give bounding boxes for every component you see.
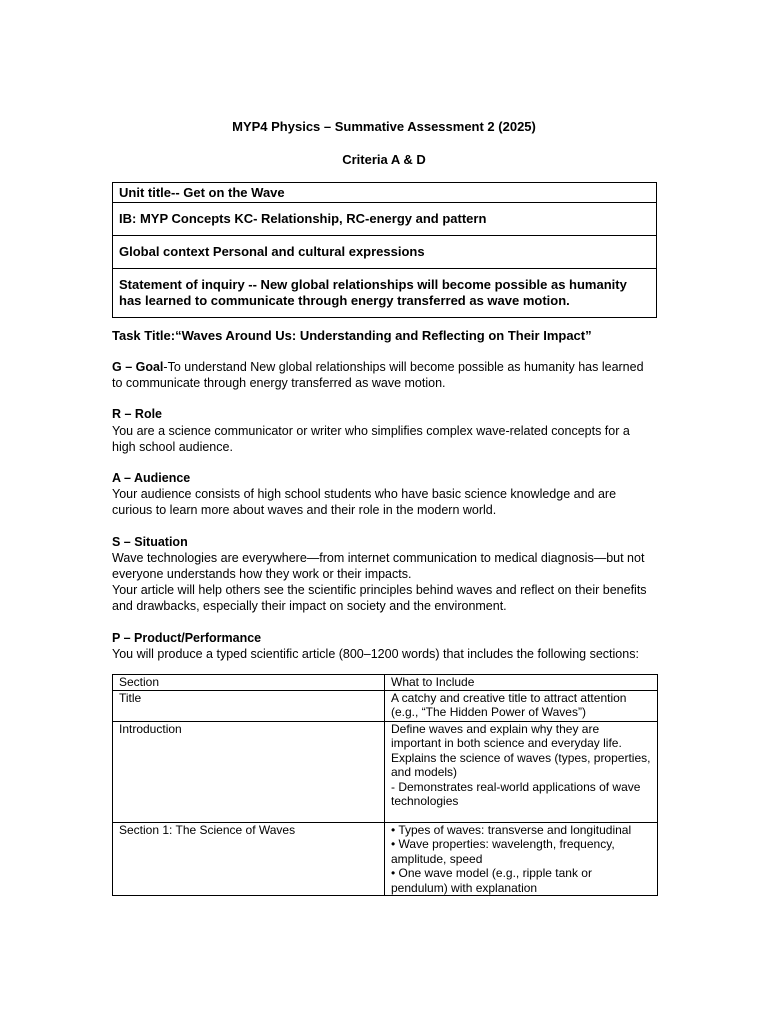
product-section bbox=[112, 630, 656, 662]
statement-of-inquiry-cell: Statement of inquiry -- New global relationships will become possible as humanity has learned to communicate through energy transferred as wave motion. bbox=[113, 269, 657, 318]
global-context-cell: Global context Personal and cultural expressions bbox=[113, 236, 657, 269]
concepts-cell: IB: MYP Concepts KC- Relationship, RC-energy and pattern bbox=[113, 203, 657, 236]
column-header-section: Section bbox=[113, 675, 385, 691]
unit-info-table bbox=[112, 182, 657, 318]
row-include-science-of-waves bbox=[385, 822, 658, 896]
document-content bbox=[112, 119, 656, 896]
row-section-introduction: Introduction bbox=[113, 721, 385, 822]
goal-text: -To understand New global relationships will become possible as humanity has learned to communicate through energy transferred as wave motion. bbox=[112, 360, 644, 391]
criteria-heading: Criteria A & D bbox=[342, 152, 426, 167]
table-row bbox=[113, 690, 658, 721]
situation-label: S – Situation bbox=[112, 534, 188, 549]
include-line: • Wave properties: wavelength, frequency, amplitude, speed bbox=[391, 837, 615, 866]
include-line: • Types of waves: transverse and longitudinal bbox=[391, 822, 632, 837]
document-title: MYP4 Physics – Summative Assessment 2 (2025) bbox=[232, 119, 536, 134]
global-context-row bbox=[113, 236, 657, 269]
role-label: R – Role bbox=[112, 407, 163, 422]
row-section-science-of-waves: Section 1: The Science of Waves bbox=[113, 822, 385, 896]
product-sections-table bbox=[112, 674, 658, 896]
include-line: - Demonstrates real-world applications of wave technologies bbox=[391, 779, 641, 809]
include-line: Define waves and explain why they are important in both science and everyday life. bbox=[391, 721, 622, 751]
include-line: • One wave model (e.g., ripple tank or pendulum) with explanation bbox=[391, 866, 592, 895]
row-include-introduction bbox=[385, 721, 658, 822]
audience-text: Your audience consists of high school students who have basic science knowledge and are curious to learn more about waves and their role in the modern world. bbox=[112, 487, 617, 518]
situation-text-2: Your article will help others see the scientific principles behind waves and reflect on their benefits and drawbacks, especially their impact on society and the environment. bbox=[112, 583, 647, 614]
table-row bbox=[113, 721, 658, 822]
column-header-what-to-include: What to Include bbox=[385, 675, 658, 691]
role-section bbox=[112, 406, 656, 455]
concepts-row bbox=[113, 203, 657, 236]
include-line: A catchy and creative title to attract attention (e.g., “The Hidden Power of Waves”) bbox=[391, 690, 627, 720]
row-section-title: Title bbox=[113, 690, 385, 721]
situation-text-1: Wave technologies are everywhere—from internet communication to medical diagnosis—but not everyone understands how they work or their impacts. bbox=[112, 550, 645, 582]
unit-title-cell: Unit title-- Get on the Wave bbox=[113, 183, 657, 203]
statement-of-inquiry-row bbox=[113, 269, 657, 318]
goal-section bbox=[112, 359, 656, 391]
role-text: You are a science communicator or writer who simplifies complex wave-related concepts for a high school audience. bbox=[112, 423, 630, 454]
product-label: P – Product/Performance bbox=[112, 630, 262, 645]
unit-title-row bbox=[113, 183, 657, 203]
goal-label: G – Goal bbox=[112, 360, 164, 374]
task-title: Task Title:“Waves Around Us: Understanding and Reflecting on Their Impact” bbox=[112, 328, 592, 343]
row-include-title bbox=[385, 690, 658, 721]
table-header-row bbox=[113, 675, 658, 691]
include-line: Explains the science of waves (types, properties, and models) bbox=[391, 750, 651, 780]
product-text: You will produce a typed scientific article (800–1200 words) that includes the following sections: bbox=[112, 646, 639, 661]
table-row bbox=[113, 822, 658, 896]
audience-label: A – Audience bbox=[112, 471, 191, 486]
audience-section bbox=[112, 470, 656, 519]
situation-section bbox=[112, 534, 656, 615]
